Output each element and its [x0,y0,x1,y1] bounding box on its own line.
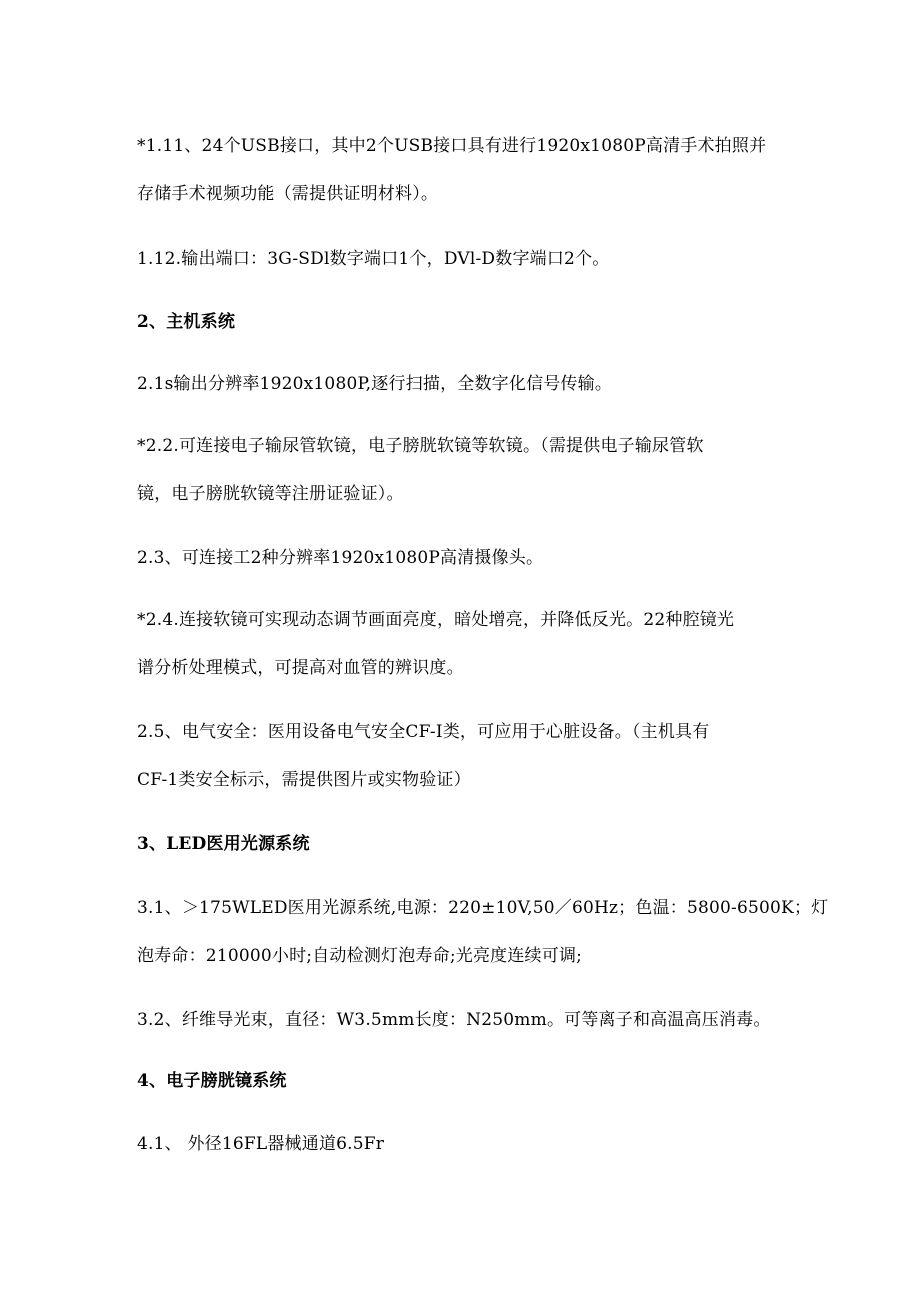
heading-text: 3、LED医用光源系统 [137,834,310,854]
text-line: 镜，电子膀胱软镜等注册证验证）。 [137,484,404,504]
paragraph-1-11 [137,122,787,218]
text-line: 4.1、 外径16FL器械通道6.5Fr [137,1134,385,1154]
heading-3-led-light-source [137,820,787,868]
heading-2-host-system [137,298,787,346]
text-line: 泡寿命：210000小时;自动检测灯泡寿命;光亮度连续可调; [137,946,583,966]
text-line: 2.3、可连接工2种分辨率1920x1080P高清摄像头。 [137,548,544,568]
paragraph-2-4 [137,596,787,692]
text-line: 2.5、电气安全：医用设备电气安全CF-I类，可应用于心脏设备。（主机具有 [137,722,710,742]
text-line: 3.1、＞175WLED医用光源系统,电源：220±10V,50／60Hz；色温：5800-6500K；灯 [137,898,829,918]
text-line: *2.2.可连接电子输尿管软镜，电子膀胱软镜等软镜。（需提供电子输尿管软 [137,436,704,456]
paragraph-3-2 [137,996,787,1044]
heading-text: 2、主机系统 [137,312,236,332]
paragraph-1-12 [137,235,787,283]
paragraph-3-1 [137,884,829,980]
text-line: *2.4.连接软镜可实现动态调节画面亮度，暗处增亮，并降低反光。22种腔镜光 [137,610,735,630]
text-line: 谱分析处理模式，可提高对血管的辨识度。 [137,658,464,678]
text-line: *1.11、24个USB接口，其中2个USB接口具有进行1920x1080P高清手术拍照并 [137,136,767,156]
text-line: 1.12.输出端口：3G-SDl数字端口1个，DVl-D数字端口2个。 [137,249,610,269]
paragraph-2-3 [137,534,787,582]
paragraph-4-1 [137,1120,787,1168]
heading-text: 4、电子膀胱镜系统 [137,1071,287,1091]
text-line: 3.2、纤维导光束，直径：W3.5mm长度：N250mm。可等离子和高温高压消毒。 [137,1010,771,1030]
heading-4-cystoscope-system [137,1057,787,1105]
paragraph-2-1 [137,360,787,408]
text-line: 2.1s输出分辨率1920x1080P,逐行扫描，全数字化信号传输。 [137,374,613,394]
text-line: CF-1类安全标示，需提供图片或实物验证） [137,770,471,790]
paragraph-2-5 [137,708,787,804]
text-line: 存储手术视频功能（需提供证明材料）。 [137,184,439,204]
paragraph-2-2 [137,422,787,518]
